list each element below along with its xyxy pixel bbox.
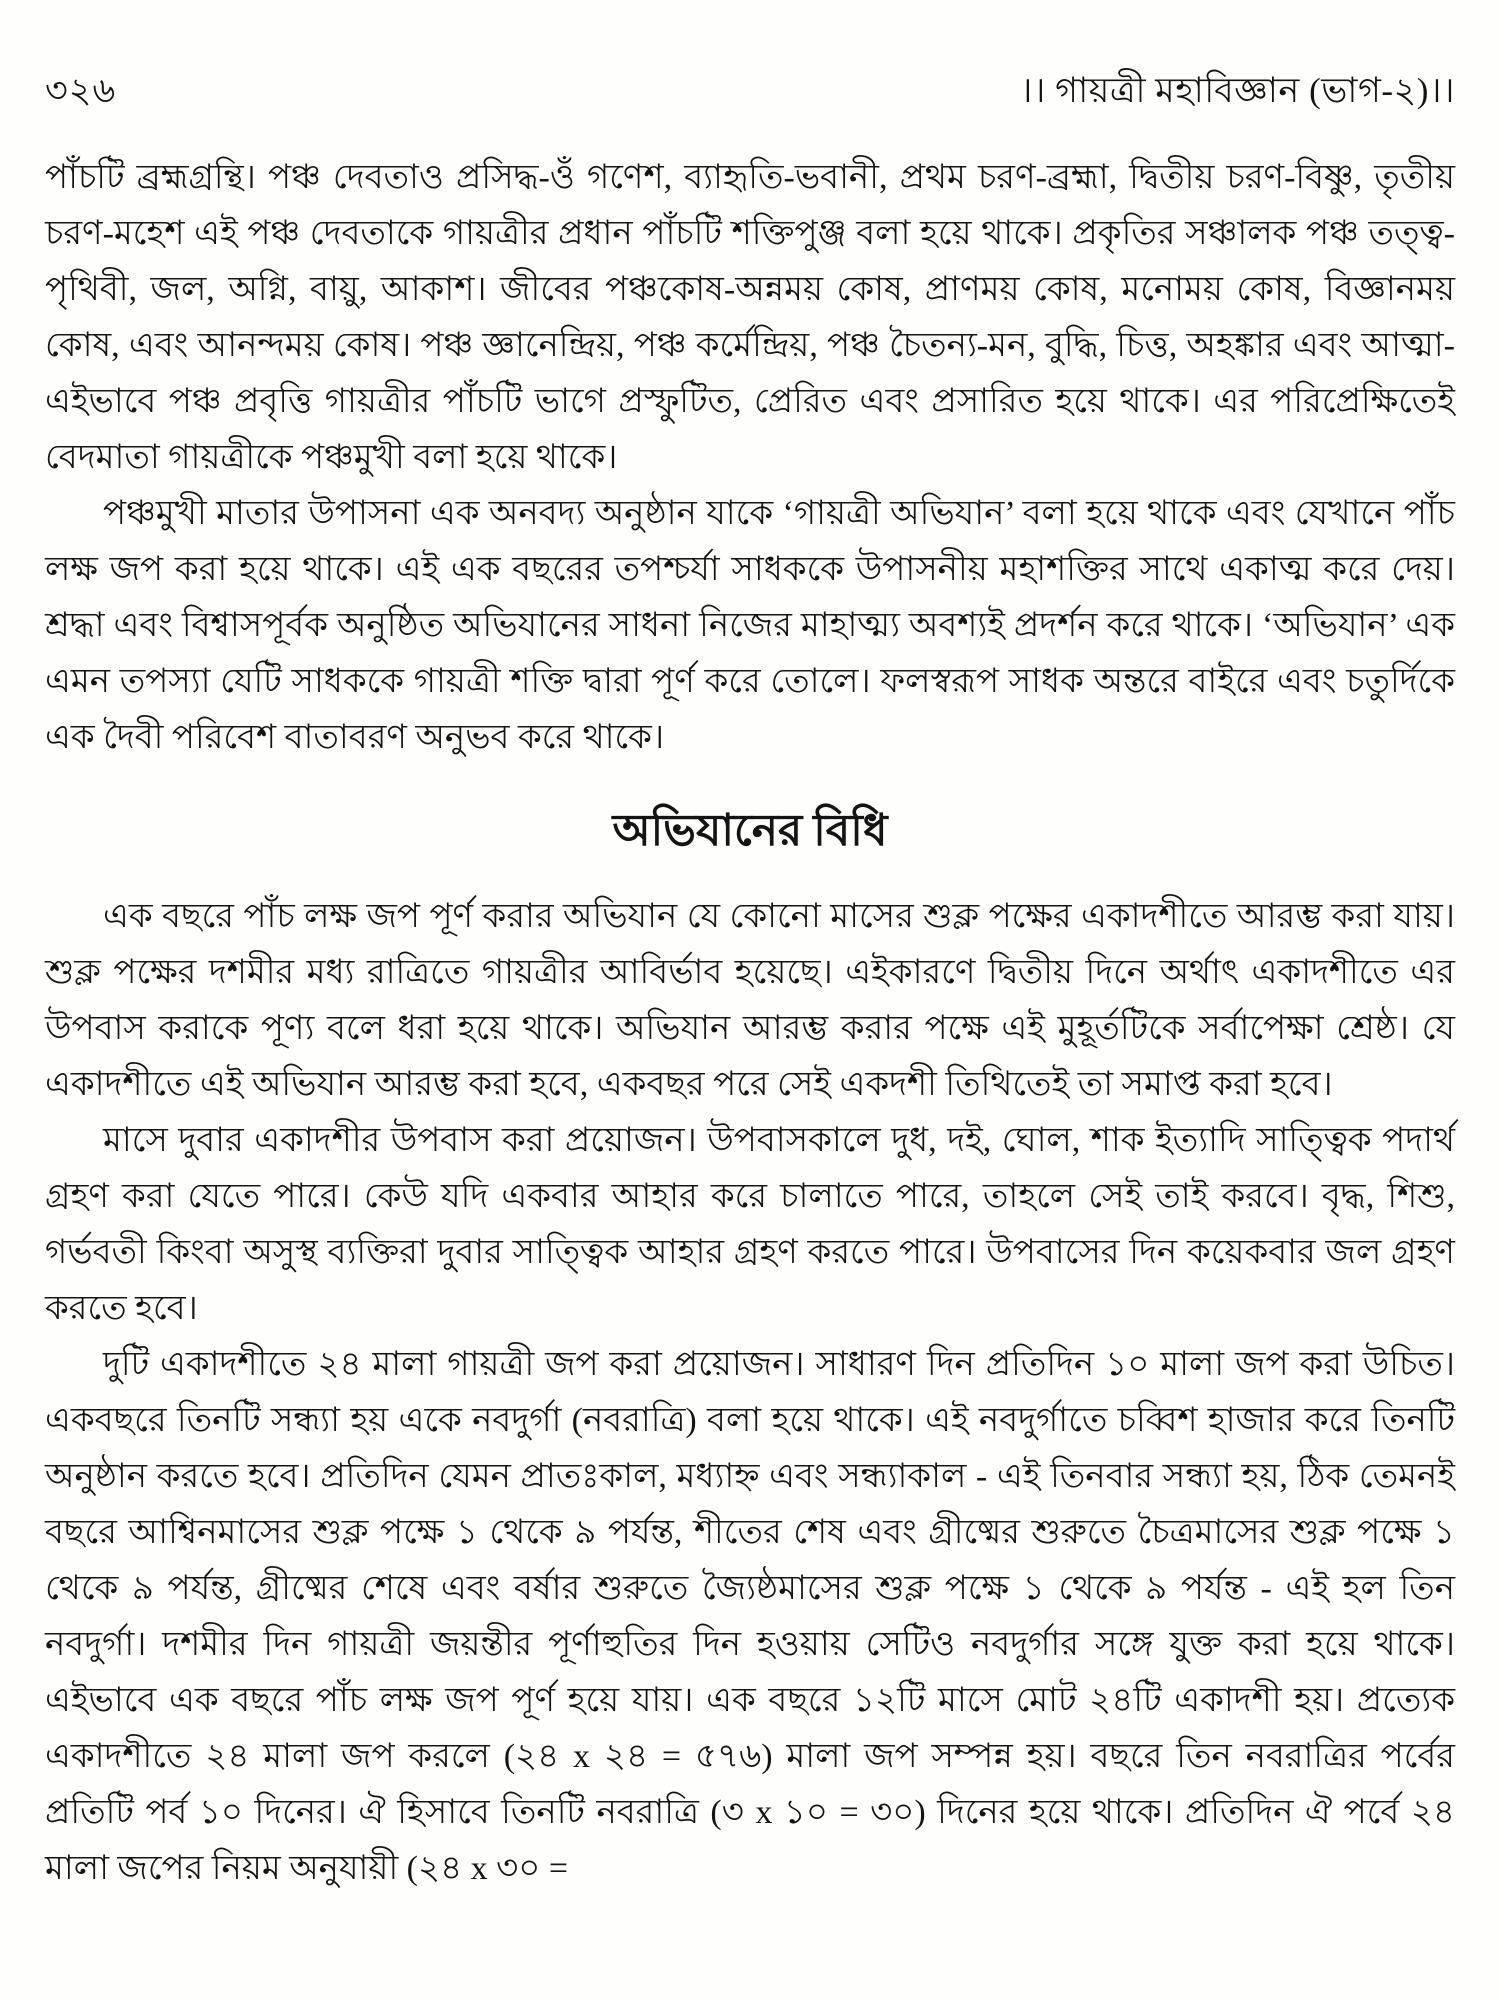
book-title: ।। গায়ত্রী মহাবিজ্ঞান (ভাগ-২)।। bbox=[1019, 71, 1455, 110]
page-number: ৩২৬ bbox=[45, 71, 117, 110]
page-header bbox=[45, 70, 1455, 112]
paragraph-japa-count: দুটি একাদশীতে ২৪ মালা গায়ত্রী জপ করা প্রয়োজন। সাধারণ দিন প্রতিদিন ১০ মালা জপ করা উচিত। একবছরে তিনটি সন্ধ্যা হয় একে নবদুর্গা (নবরাত্রি) বলা হয়ে থাকে। এই নবদুর্গাতে চব্বিশ হাজার করে তিনটি অনুষ্ঠান করতে হবে। প্রতিদিন যেমন প্রাতঃকাল, মধ্যাহ্ন এবং সন্ধ্যাকাল - এই তিনবার সন্ধ্যা হয়, ঠিক তেমনই বছরে আশ্বিনমাসের শুক্ল পক্ষে ১ থেকে ৯ পর্যন্ত, শীতের শেষ এবং গ্রীষ্মের শুরুতে চৈত্রমাসের শুক্ল পক্ষে ১ থেকে ৯ পর্যন্ত, গ্রীষ্মের শেষে এবং বর্ষার শুরুতে জ্যৈষ্ঠমাসের শুক্ল পক্ষে ১ থেকে ৯ পর্যন্ত - এই হল তিন নবদুর্গা। দশমীর দিন গায়ত্রী জয়ন্তীর পূর্ণাহুতির দিন হওয়ায় সেটিও নবদুর্গার সঙ্গে যুক্ত করা হয়ে থাকে। এইভাবে এক বছরে পাঁচ লক্ষ জপ পূর্ণ হয়ে যায়। এক বছরে ১২টি মাসে মোট ২৪টি একাদশী হয়। প্রত্যেক একাদশীতে ২৪ মালা জপ করলে (২৪ x ২৪ = ৫৭৬) মালা জপ সম্পন্ন হয়। বছরে তিন নবরাত্রির পর্বের প্রতিটি পর্ব ১০ দিনের। ঐ হিসাবে তিনটি নবরাত্রি (৩ x ১০ = ৩০) দিনের হয়ে থাকে। প্রতিদিন ঐ পর্বে ২৪ মালা জপের নিয়ম অনুযায়ী (২৪ x ৩০ = bbox=[45, 1346, 1455, 1888]
page-body bbox=[45, 150, 1455, 1897]
paragraph-brahmagranthi: পাঁচটি ব্রহ্মগ্রন্থি। পঞ্চ দেবতাও প্রসিদ্ধ-ওঁ গণেশ, ব্যাহৃতি-ভবানী, প্রথম চরণ-ব্রহ্মা, দ্বিতীয় চরণ-বিষ্ণু, তৃতীয় চরণ-মহেশ এই পঞ্চ দেবতাকে গায়ত্রীর প্রধান পাঁচটি শক্তিপুঞ্জ বলা হয়ে থাকে। প্রকৃতির সঞ্চালক পঞ্চ তত্ত্ব-পৃথিবী, জল, অগ্নি, বায়ু, আকাশ। জীবের পঞ্চকোষ-অন্নময় কোষ, প্রাণময় কোষ, মনোময় কোষ, বিজ্ঞানময় কোষ, এবং আনন্দময় কোষ। পঞ্চ জ্ঞানেন্দ্রিয়, পঞ্চ কর্মেন্দ্রিয়, পঞ্চ চৈতন্য-মন, বুদ্ধি, চিত্ত, অহঙ্কার এবং আত্মা-এইভাবে পঞ্চ প্রবৃত্তি গায়ত্রীর পাঁচটি ভাগে প্রস্ফুটিত, প্রেরিত এবং প্রসারিত হয়ে থাকে। এর পরিপ্রেক্ষিতেই বেদমাতা গায়ত্রীকে পঞ্চমুখী বলা হয়ে থাকে। bbox=[45, 159, 1455, 476]
paragraph-gayatri-abhijan: পঞ্চমুখী মাতার উপাসনা এক অনবদ্য অনুষ্ঠান যাকে ‘গায়ত্রী অভিযান’ বলা হয়ে থাকে এবং যেখানে পাঁচ লক্ষ জপ করা হয়ে থাকে। এই এক বছরের তপশ্চর্যা সাধককে উপাসনীয় মহাশক্তির সাথে একাত্ম করে দেয়। শ্রদ্ধা এবং বিশ্বাসপূর্বক অনুষ্ঠিত অভিযানের সাধনা নিজের মাহাত্ম্য অবশ্যই প্রদর্শন করে থাকে। ‘অভিযান’ এক এমন তপস্যা যেটি সাধককে গায়ত্রী শক্তি দ্বারা পূর্ণ করে তোলে। ফলস্বরূপ সাধক অন্তরে বাইরে এবং চতুর্দিকে এক দৈবী পরিবেশ বাতাবরণ অনুভব করে থাকে। bbox=[45, 495, 1455, 756]
section-heading: অভিযানের বিধি bbox=[612, 806, 888, 855]
paragraph-upobash-rules: মাসে দুবার একাদশীর উপবাস করা প্রয়োজন। উপবাসকালে দুধ, দই, ঘোল, শাক ইত্যাদি সাত্ত্বিক পদার্থ গ্রহণ করা যেতে পারে। কেউ যদি একবার আহার করে চালাতে পারে, তাহলে সেই তাই করবে। বৃদ্ধ, শিশু, গর্ভবতী কিংবা অসুস্থ ব্যক্তিরা দুবার সাত্ত্বিক আহার গ্রহণ করতে পারে। উপবাসের দিন কয়েকবার জল গ্রহণ করতে হবে। bbox=[45, 1122, 1455, 1328]
paragraph-ekadashi-start: এক বছরে পাঁচ লক্ষ জপ পূর্ণ করার অভিযান যে কোনো মাসের শুক্ল পক্ষের একাদশীতে আরম্ভ করা যায়। শুক্ল পক্ষের দশমীর মধ্য রাত্রিতে গায়ত্রীর আবির্ভাব হয়েছে। এইকারণে দ্বিতীয় দিনে অর্থাৎ একাদশীতে এর উপবাস করাকে পূণ্য বলে ধরা হয়ে থাকে। অভিযান আরম্ভ করার পক্ষে এই মুহূর্তটিকে সর্বাপেক্ষা শ্রেষ্ঠ। যে একাদশীতে এই অভিযান আরম্ভ করা হবে, একবছর পরে সেই একদশী তিথিতেই তা সমাপ্ত করা হবে। bbox=[45, 898, 1455, 1104]
